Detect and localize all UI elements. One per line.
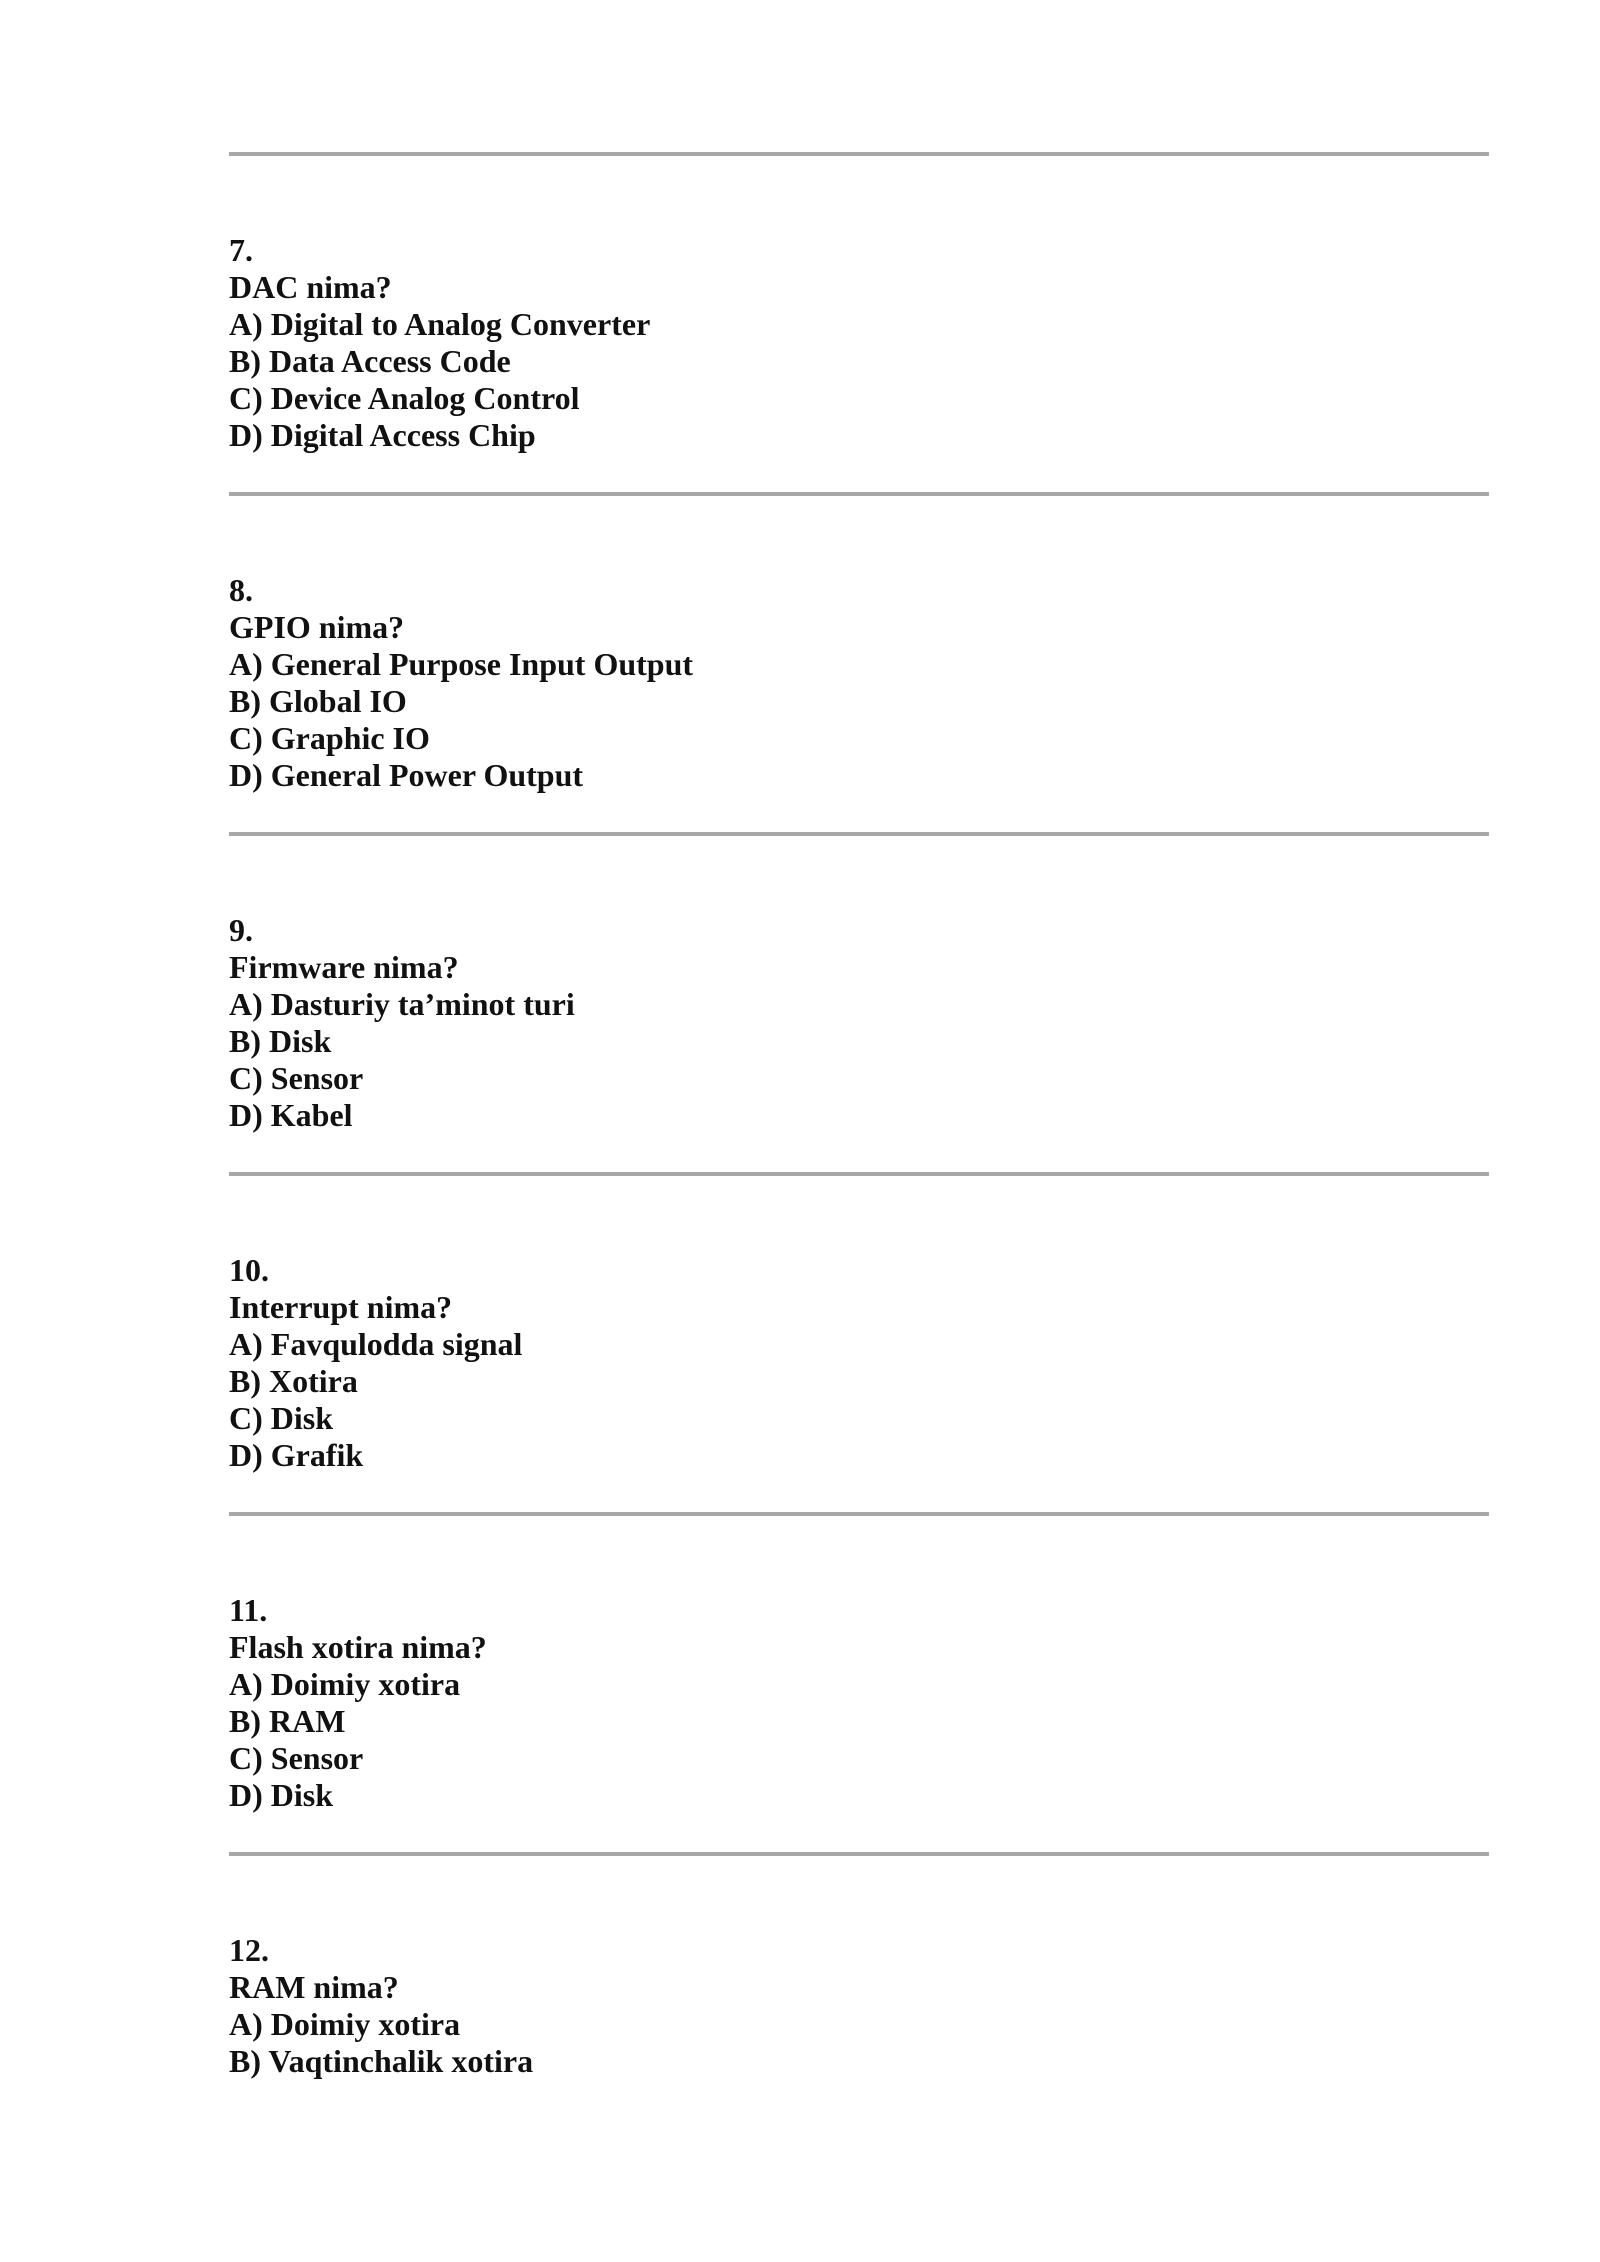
option-c: C) Device Analog Control <box>229 380 580 416</box>
option-a: A) Favqulodda signal <box>229 1326 523 1362</box>
option-b: B) Disk <box>229 1023 332 1059</box>
option-b: B) RAM <box>229 1703 346 1739</box>
option-a: A) Doimiy xotira <box>229 2006 461 2042</box>
option-b: B) Global IO <box>229 683 407 719</box>
question-9 <box>229 912 1489 1134</box>
question-text: Flash xotira nima? <box>229 1629 487 1665</box>
option-d: D) Digital Access Chip <box>229 417 536 453</box>
question-number: 8. <box>229 572 253 608</box>
option-a: A) Dasturiy ta’minot turi <box>229 986 575 1022</box>
option-c: C) Graphic IO <box>229 720 430 756</box>
question-number: 7. <box>229 232 253 268</box>
separator-rule <box>229 492 1489 496</box>
option-d: D) Kabel <box>229 1097 353 1133</box>
question-number: 9. <box>229 912 253 948</box>
question-number: 12. <box>229 1932 269 1968</box>
option-c: C) Sensor <box>229 1060 364 1096</box>
question-number: 10. <box>229 1252 269 1288</box>
question-11 <box>229 1592 1489 1814</box>
option-d: D) Disk <box>229 1777 334 1813</box>
option-d: D) Grafik <box>229 1437 364 1473</box>
option-d: D) General Power Output <box>229 757 584 793</box>
option-b: B) Data Access Code <box>229 343 511 379</box>
question-text: DAC nima? <box>229 269 392 305</box>
question-text: GPIO nima? <box>229 609 405 645</box>
option-a: A) Digital to Analog Converter <box>229 306 651 342</box>
question-text: Interrupt nima? <box>229 1289 453 1325</box>
separator-rule <box>229 1852 1489 1856</box>
question-10 <box>229 1252 1489 1474</box>
option-a: A) General Purpose Input Output <box>229 646 694 682</box>
option-c: C) Disk <box>229 1400 334 1436</box>
separator-rule <box>229 832 1489 836</box>
question-8 <box>229 572 1489 794</box>
option-a: A) Doimiy xotira <box>229 1666 461 1702</box>
separator-rule <box>229 1512 1489 1516</box>
question-7 <box>229 232 1489 454</box>
question-12 <box>229 1932 1489 2080</box>
question-number: 11. <box>229 1592 268 1628</box>
question-text: RAM nima? <box>229 1969 399 2005</box>
option-b: B) Xotira <box>229 1363 358 1399</box>
option-b: B) Vaqtinchalik xotira <box>229 2043 534 2079</box>
question-text: Firmware nima? <box>229 949 459 985</box>
option-c: C) Sensor <box>229 1740 364 1776</box>
separator-rule <box>229 1172 1489 1176</box>
separator-rule <box>229 152 1489 156</box>
